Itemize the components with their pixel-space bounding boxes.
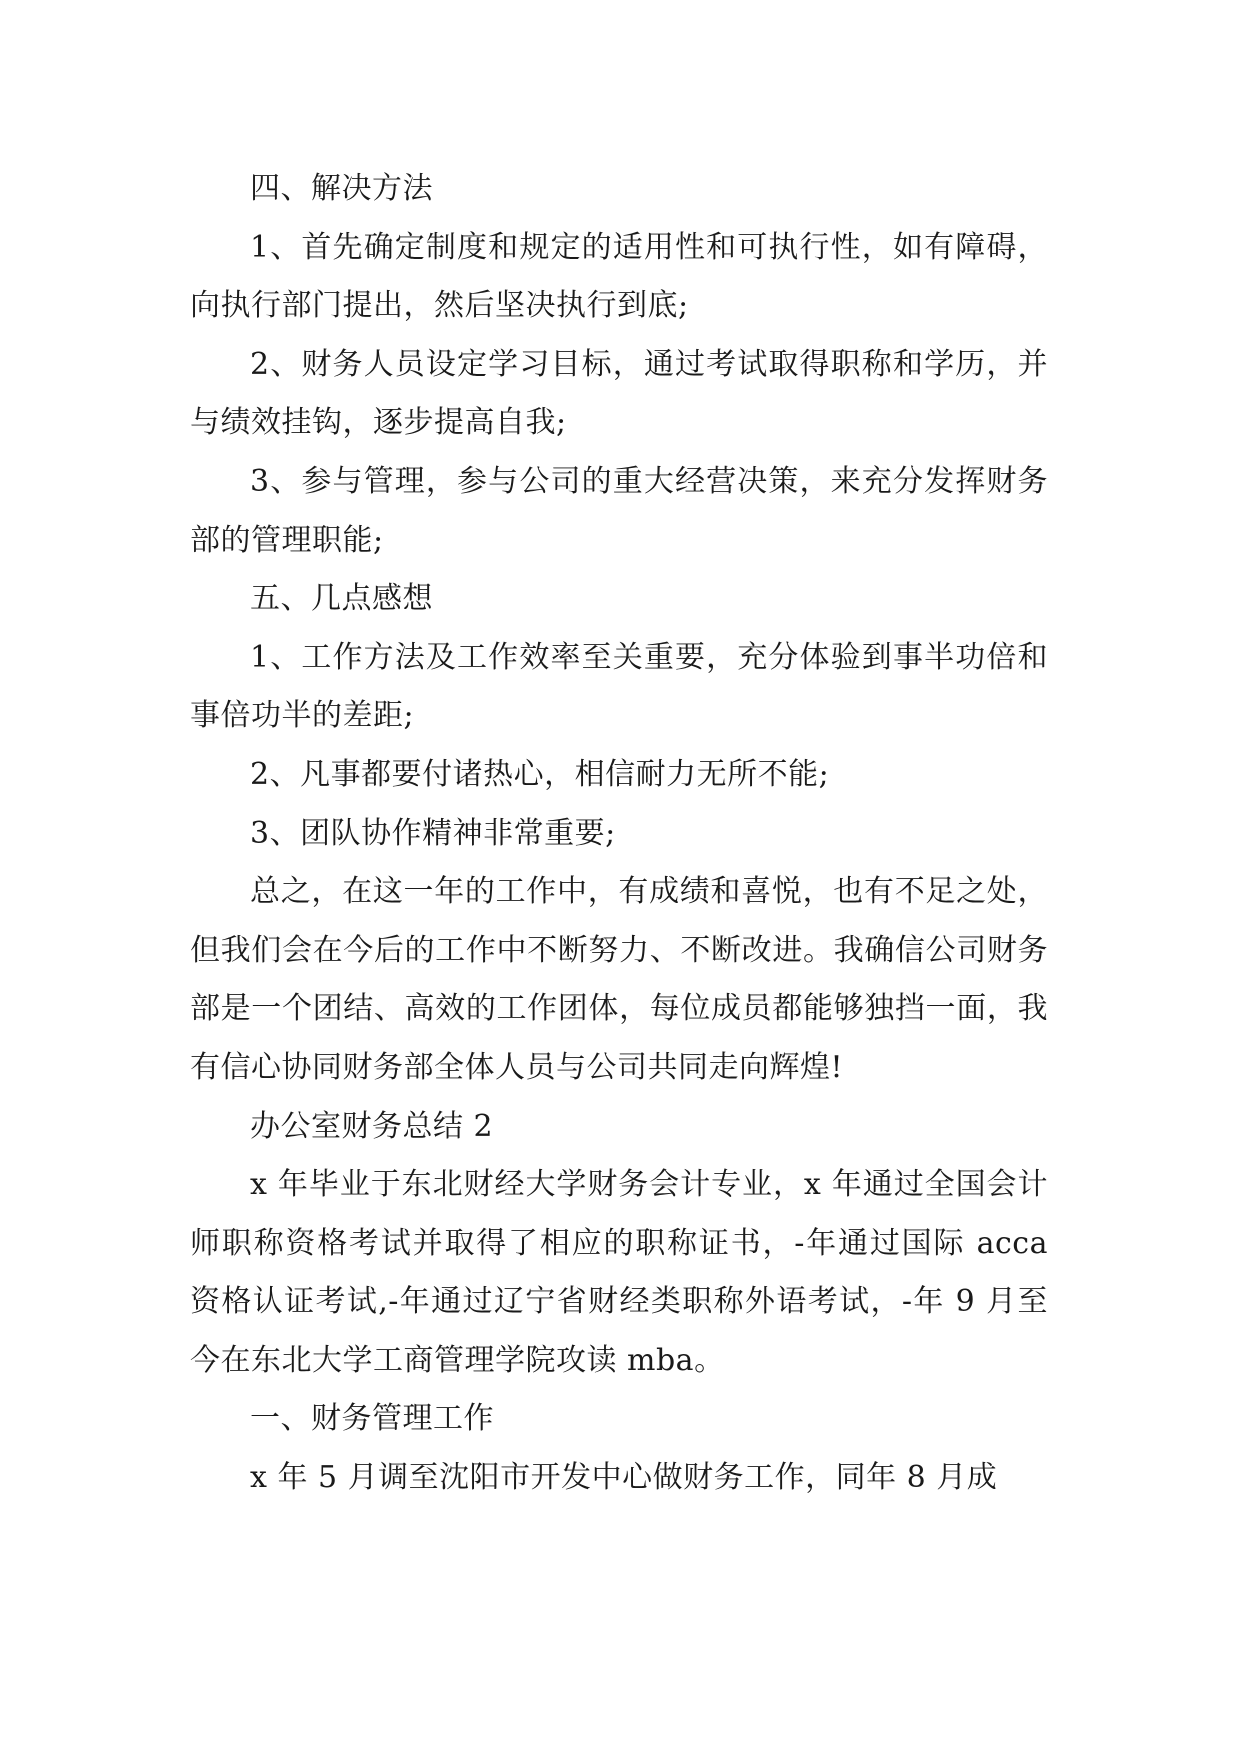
paragraph: x 年 5 月调至沈阳市开发中心做财务工作，同年 8 月成 <box>250 1460 998 1496</box>
section-heading-solutions: 四、解决方法 <box>250 171 433 206</box>
paragraph: 2、财务人员设定学习目标，通过考试取得职称和学历，并与绩效挂钩，逐步提高自我; <box>190 346 1048 441</box>
section-heading-reflections: 五、几点感想 <box>250 581 433 617</box>
paragraph: 总之，在这一年的工作中，有成绩和喜悦，也有不足之处，但我们会在今后的工作中不断努力、不断改进。我确信公司财务部是一个团结、高效的工作团体，每位成员都能够独挡一面，我有信心协同财务部全体人员与公司共同走向辉煌! <box>190 874 1048 1085</box>
section-heading-financial-management: 一、财务管理工作 <box>250 1401 494 1437</box>
paragraph: x 年毕业于东北财经大学财务会计专业，x 年通过全国会计师职称资格考试并取得了相应的职称证书，-年通过国际 acca 资格认证考试,-年通过辽宁省财经类职称外语考试，-年 9 月至今在东北大学工商管理学院攻读 mba。 <box>190 1167 1048 1378</box>
paragraph: 3、参与管理，参与公司的重大经营决策，来充分发挥财务部的管理职能; <box>190 463 1048 558</box>
document-subtitle: 办公室财务总结 2 <box>250 1108 494 1144</box>
paragraph: 1、首先确定制度和规定的适用性和可执行性，如有障碍，向执行部门提出，然后坚决执行到底; <box>190 229 1048 324</box>
paragraph: 1、工作方法及工作效率至关重要，充分体验到事半功倍和事倍功半的差距; <box>190 639 1048 734</box>
paragraph: 3、团队协作精神非常重要; <box>250 815 616 851</box>
paragraph: 2、凡事都要付诸热心，相信耐力无所不能; <box>250 756 830 792</box>
document-body <box>190 160 1048 1508</box>
